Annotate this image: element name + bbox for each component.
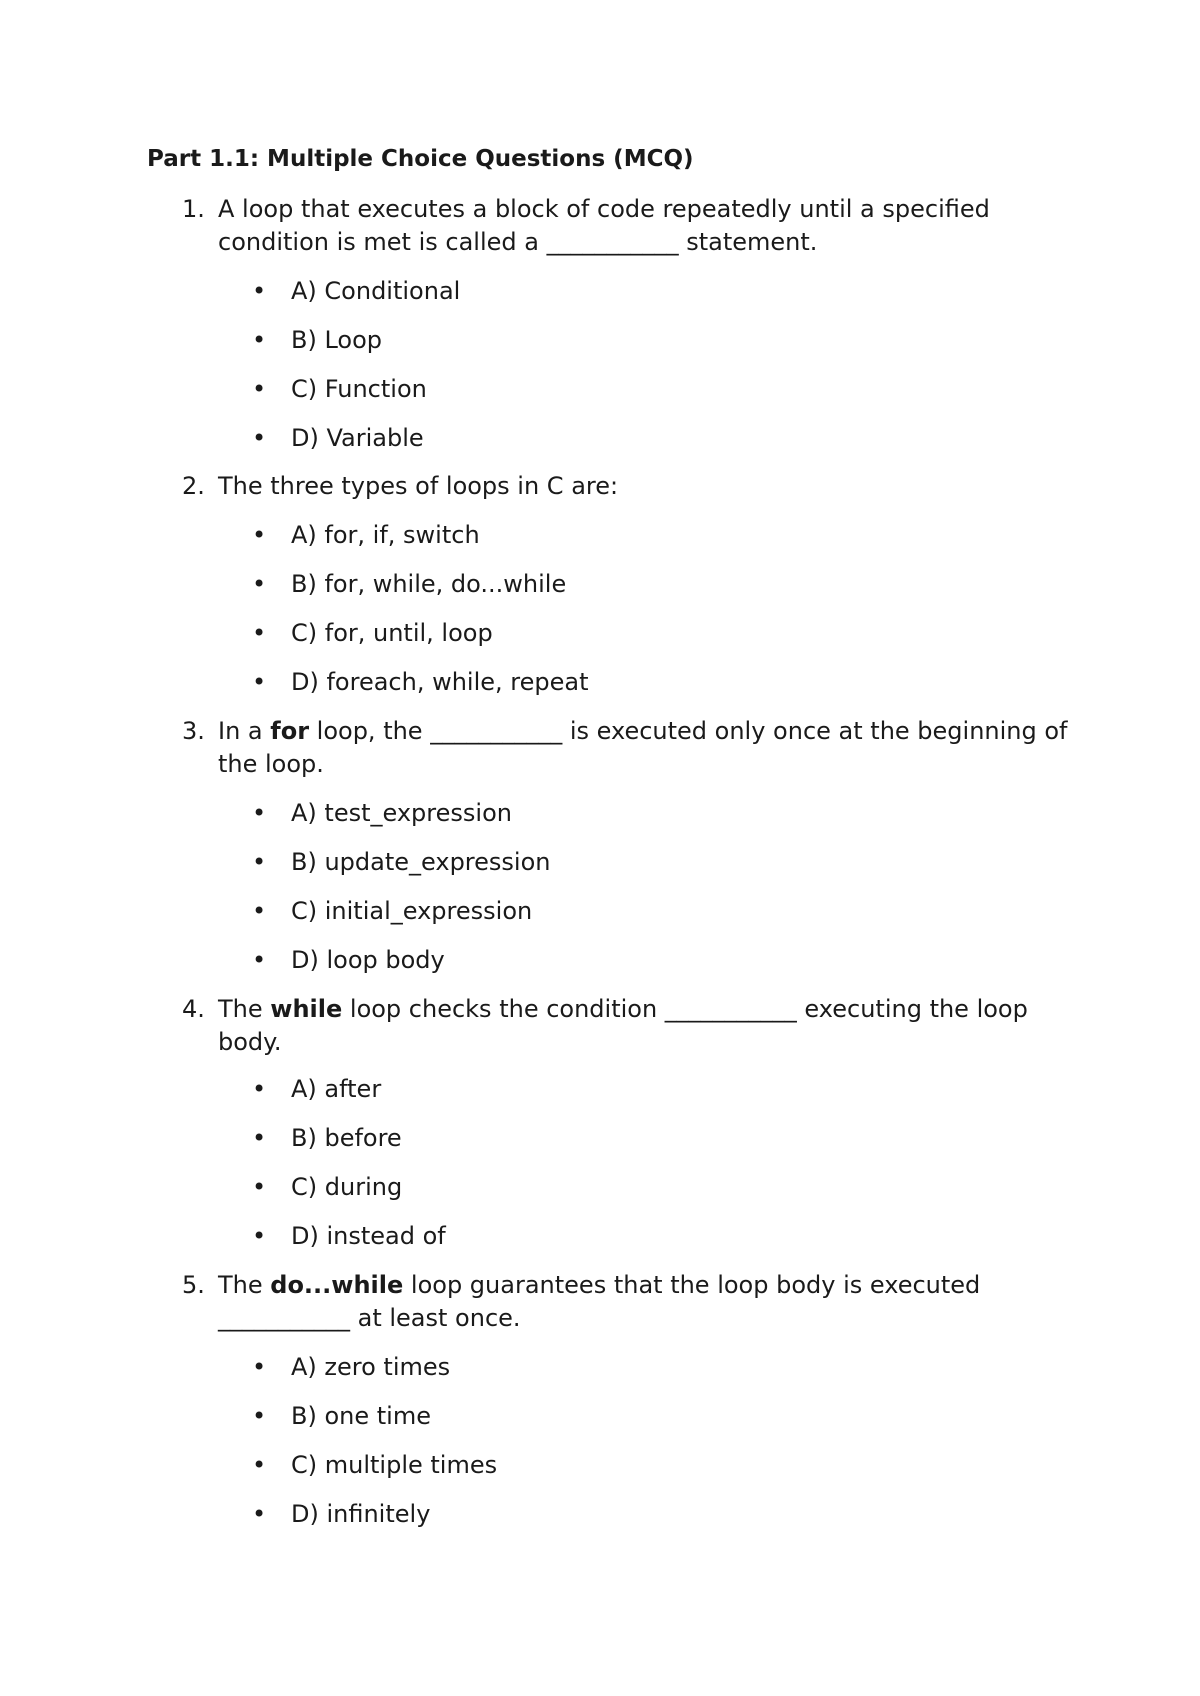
bullet-icon: • xyxy=(252,1222,267,1250)
list-item xyxy=(0,617,1200,650)
bullet-icon: • xyxy=(252,1353,267,1381)
option-text: C) initial_expression xyxy=(291,897,533,925)
option-text: B) for, while, do...while xyxy=(291,570,567,598)
list-item xyxy=(0,1073,1200,1106)
question-number: 3. xyxy=(182,717,205,745)
question-text: The while loop checks the condition ___________ executing the loop body. xyxy=(218,995,1028,1056)
bullet-icon: • xyxy=(252,1124,267,1152)
question-number: 5. xyxy=(182,1271,205,1299)
option-text: B) before xyxy=(291,1124,402,1152)
question-text: In a for loop, the ___________ is executed only once at the beginning of the loop. xyxy=(218,717,1068,778)
bullet-icon: • xyxy=(252,799,267,827)
list-item xyxy=(0,568,1200,601)
bullet-icon: • xyxy=(252,424,267,452)
list-item xyxy=(0,519,1200,552)
bullet-icon: • xyxy=(252,897,267,925)
option-text: A) Conditional xyxy=(291,277,461,305)
option-text: D) loop body xyxy=(291,946,445,974)
option-text: A) zero times xyxy=(291,1353,451,1381)
list-item xyxy=(0,324,1200,357)
list-item xyxy=(0,846,1200,879)
option-text: D) foreach, while, repeat xyxy=(291,668,589,696)
bullet-icon: • xyxy=(252,1451,267,1479)
question-number: 4. xyxy=(182,995,205,1023)
bullet-icon: • xyxy=(252,668,267,696)
bullet-icon: • xyxy=(252,1500,267,1528)
option-text: B) Loop xyxy=(291,326,383,354)
option-text: A) test_expression xyxy=(291,799,512,827)
question-text: The three types of loops in C are: xyxy=(218,472,619,500)
bullet-icon: • xyxy=(252,326,267,354)
option-text: C) for, until, loop xyxy=(291,619,493,647)
list-item xyxy=(0,1449,1200,1482)
section-heading: Part 1.1: Multiple Choice Questions (MCQ) xyxy=(147,146,694,172)
option-text: A) for, if, switch xyxy=(291,521,480,549)
option-text: C) Function xyxy=(291,375,427,403)
option-text: C) multiple times xyxy=(291,1451,498,1479)
bullet-icon: • xyxy=(252,946,267,974)
option-text: D) infinitely xyxy=(291,1500,431,1528)
option-text: B) one time xyxy=(291,1402,431,1430)
list-item xyxy=(0,373,1200,406)
bullet-icon: • xyxy=(252,277,267,305)
bullet-icon: • xyxy=(252,521,267,549)
option-text: D) Variable xyxy=(291,424,424,452)
list-item xyxy=(0,1400,1200,1433)
list-item xyxy=(0,1171,1200,1204)
list-item xyxy=(0,1498,1200,1531)
bullet-icon: • xyxy=(252,570,267,598)
list-item xyxy=(0,1351,1200,1384)
question-text: The do...while loop guarantees that the loop body is executed ___________ at least once. xyxy=(218,1271,981,1332)
list-item xyxy=(0,666,1200,699)
list-item xyxy=(0,895,1200,928)
option-text: D) instead of xyxy=(291,1222,446,1250)
list-item xyxy=(0,422,1200,455)
bullet-icon: • xyxy=(252,1075,267,1103)
option-text: A) after xyxy=(291,1075,382,1103)
option-text: C) during xyxy=(291,1173,403,1201)
list-item xyxy=(0,944,1200,977)
list-item xyxy=(0,275,1200,308)
list-item xyxy=(0,1122,1200,1155)
bullet-icon: • xyxy=(252,375,267,403)
bullet-icon: • xyxy=(252,1173,267,1201)
bullet-icon: • xyxy=(252,619,267,647)
option-text: B) update_expression xyxy=(291,848,551,876)
question-number: 1. xyxy=(182,195,205,223)
question-text: A loop that executes a block of code repeatedly until a specified condition is met is called a ___________ statement. xyxy=(218,195,990,256)
bullet-icon: • xyxy=(252,1402,267,1430)
bullet-icon: • xyxy=(252,848,267,876)
question-number: 2. xyxy=(182,472,205,500)
list-item xyxy=(0,1220,1200,1253)
list-item xyxy=(0,797,1200,830)
